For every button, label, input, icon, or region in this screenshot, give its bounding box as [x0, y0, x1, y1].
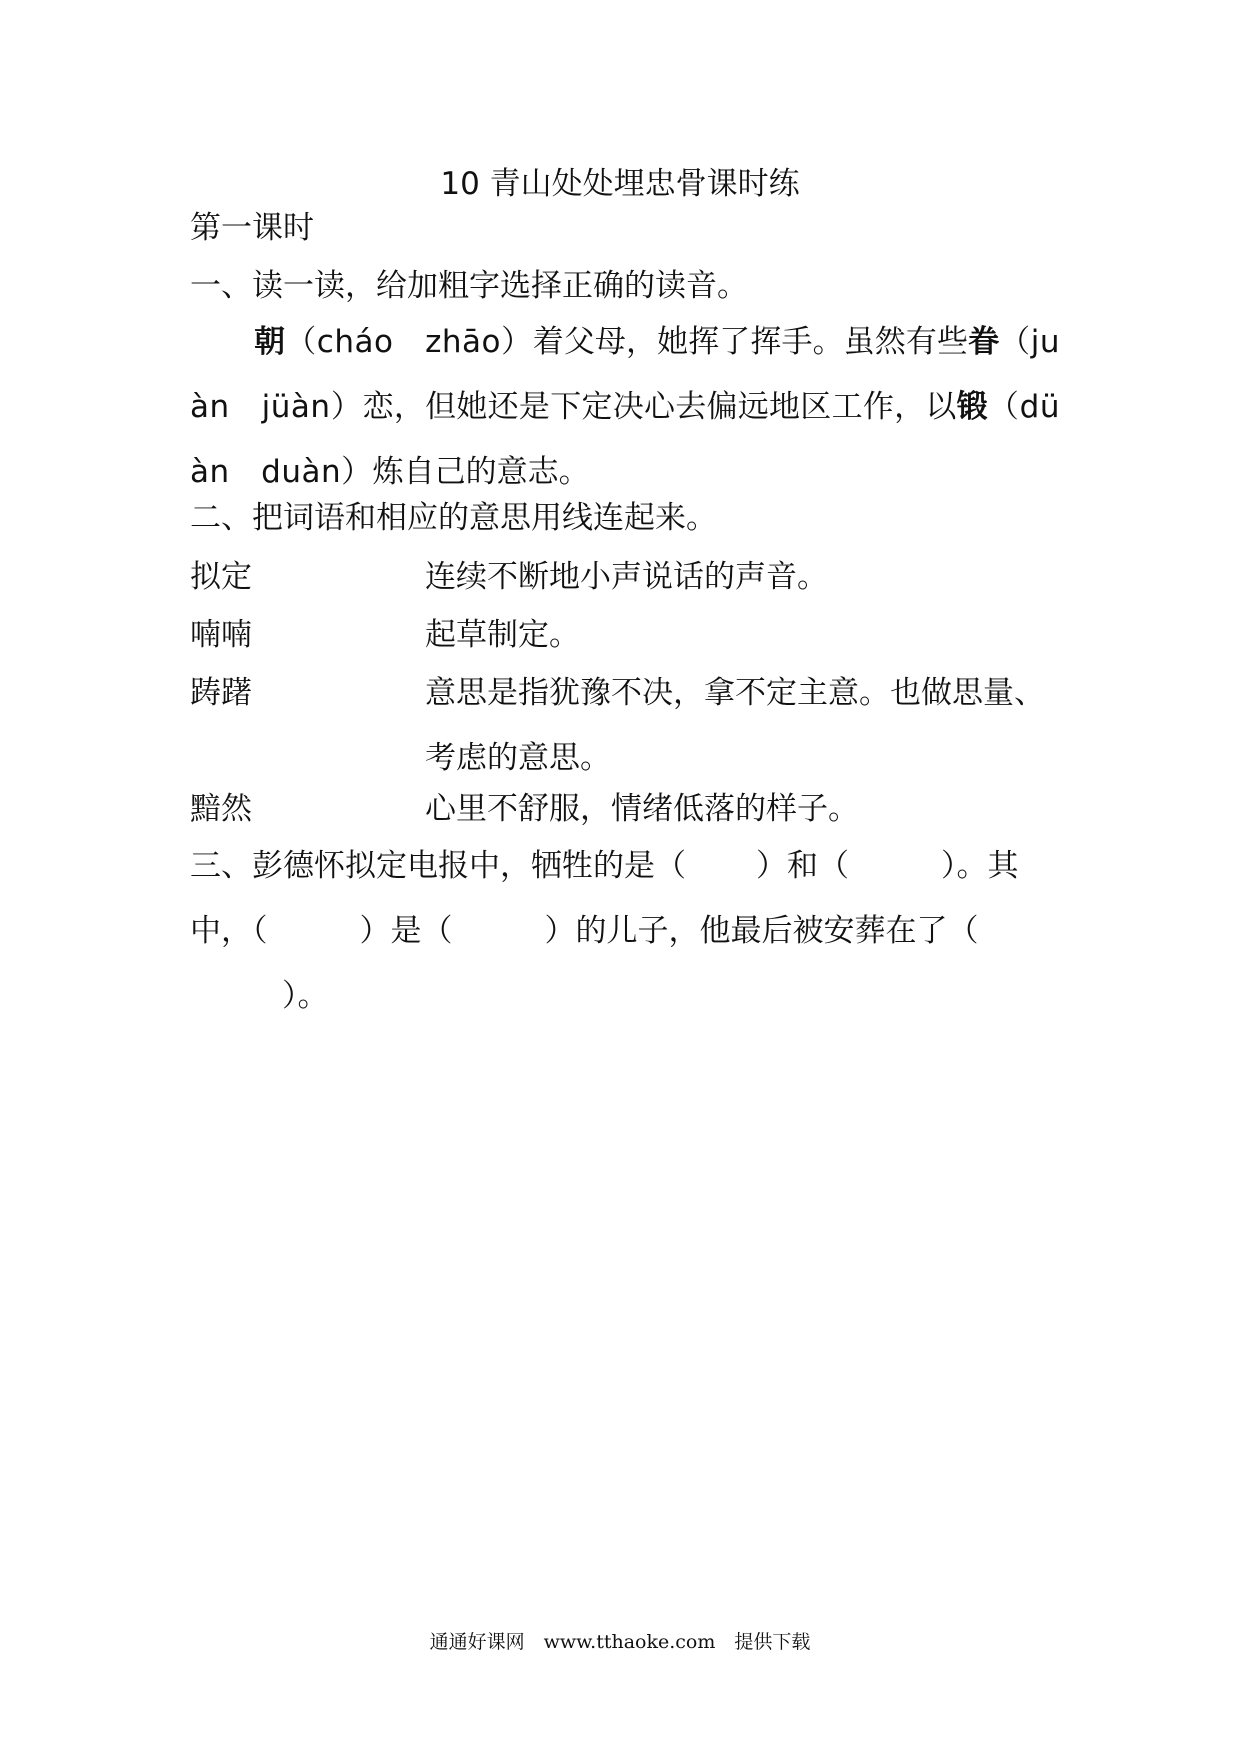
section-2-heading: 二、把词语和相应的意思用线连起来。 [190, 500, 717, 536]
fill-text-d: ）是（ [359, 913, 453, 949]
pinyin-options-2: （juàn jüàn） [190, 324, 1061, 425]
meaning-4: 心里不舒服，情绪低落的样子。 [425, 791, 859, 827]
term-niding: 拟定 [190, 559, 252, 595]
fill-text-e: ）的儿子，他最后被安葬在了（ [544, 913, 979, 949]
fill-text-a: 三、彭德怀拟定电报中，牺牲的是（ [190, 848, 686, 884]
meaning-3: 意思是指犹豫不决，拿不定主意。也做思量、考虑的意思。 [425, 675, 1045, 776]
page-title: 10 青山处处埋忠骨课时练 [440, 166, 800, 202]
bold-char-duan: 锻 [956, 389, 988, 425]
passage-text-1: 着父母，她挥了挥手。虽然有些 [532, 324, 969, 360]
term-chouchu: 踌躇 [190, 675, 252, 711]
fill-text-b: ）和（ [756, 848, 849, 884]
fill-text-c: ）。其中，（ [190, 848, 1019, 949]
lesson-label: 第一课时 [190, 210, 314, 246]
section-3-fill-in [190, 834, 1060, 1029]
term-nannan: 喃喃 [190, 617, 252, 653]
page-footer: 通通好课网 www.tthaoke.com 提供下载 [429, 1631, 811, 1653]
fill-text-f: ）。 [282, 978, 329, 1014]
passage-text-2: 恋，但她还是下定决心去偏远地区工作，以 [362, 389, 957, 425]
bold-char-chao: 朝 [254, 324, 286, 360]
bold-char-juan: 眷 [968, 324, 1000, 360]
section-1-passage [190, 310, 1060, 505]
passage-text-3: 炼自己的意志。 [372, 454, 590, 490]
section-1-heading: 一、读一读，给加粗字选择正确的读音。 [190, 268, 748, 304]
term-anran: 黯然 [190, 791, 252, 827]
meaning-2: 起草制定。 [425, 617, 580, 653]
meaning-1: 连续不断地小声说话的声音。 [425, 559, 828, 595]
pinyin-options-3: （düàn duàn） [190, 389, 1060, 490]
pinyin-options-1: （cháo zhāo） [285, 324, 533, 360]
